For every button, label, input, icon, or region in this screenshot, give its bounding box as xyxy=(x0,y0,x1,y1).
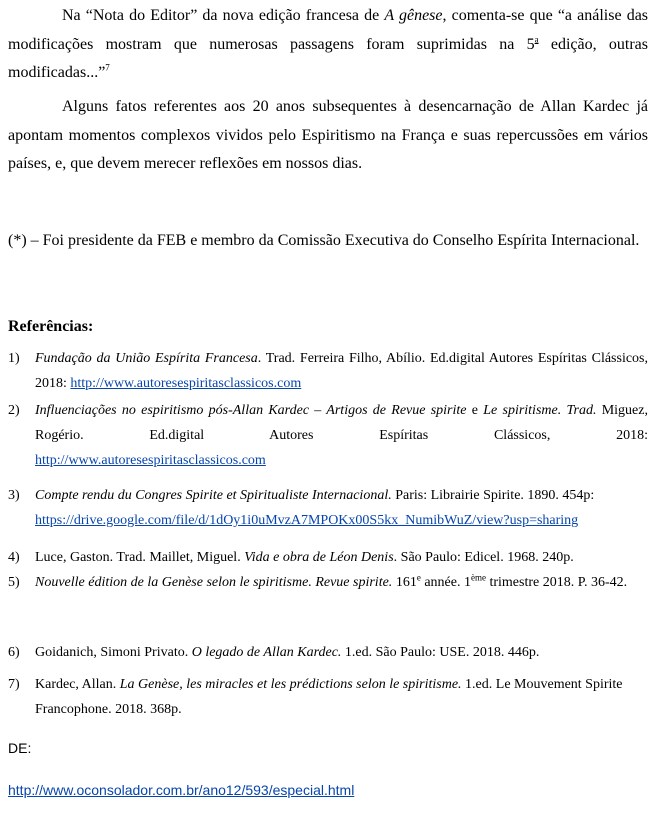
reference-details: Goidanich, Simoni Privato. xyxy=(35,645,192,660)
reference-number: 5) xyxy=(8,575,20,590)
reference-number: 1) xyxy=(8,351,20,366)
author-note: (*) – Foi presidente da FEB e membro da Comissão Executiva do Conselho Espírita Internacional. xyxy=(8,232,640,249)
reference-details: Miguez, Rogério. Ed.digital Autores Espíritas Clássicos, 2018: xyxy=(35,403,648,443)
reference-link[interactable]: http://www.autoresespiritasclassicos.com xyxy=(35,453,266,468)
reference-title: Compte rendu du Congres Spirite et Spiritualiste Internacional. xyxy=(35,488,392,503)
reference-item xyxy=(8,483,648,533)
reference-number: 7) xyxy=(8,677,20,692)
paragraph-editor-note xyxy=(8,2,648,88)
paragraph-text: Na “Nota do Editor” da nova edição francesa de xyxy=(62,7,385,24)
paragraph-text: edição, outras modificadas...” xyxy=(8,35,648,81)
reference-details: Kardec, Allan. xyxy=(35,677,120,692)
book-title: A gênese xyxy=(384,7,443,24)
reference-title: Fundação da União Espírita Francesa xyxy=(35,351,258,366)
reference-details: 1.ed. Le Mouvement Spirite Francophone. 2018. 368p. xyxy=(35,677,623,717)
reference-title: Vida e obra de Léon Denis xyxy=(244,550,394,565)
reference-number: 2) xyxy=(8,403,20,418)
reference-title: Influenciações no espiritismo pós-Allan Kardec – Artigos de Revue spirite xyxy=(35,403,467,418)
reference-item xyxy=(8,398,648,473)
reference-item xyxy=(8,346,648,396)
paragraph-subsequent-facts: Alguns fatos referentes aos 20 anos subsequentes à desencarnação de Allan Kardec já apontam momentos complexos vividos pelo Espiritismo na França e suas repercussões em vários países, e, que devem merecer reflexões em nossos dias. xyxy=(8,98,648,172)
reference-link[interactable]: http://www.autoresespiritasclassicos.com xyxy=(70,376,302,391)
reference-details: 161 xyxy=(392,575,417,590)
ordinal-superscript: e xyxy=(416,572,421,583)
reference-number: 4) xyxy=(8,550,20,565)
reference-title: Le spiritisme. Trad. xyxy=(483,403,597,418)
reference-title: Nouvelle édition de la Genèse selon le spiritisme. Revue spirite. xyxy=(35,575,393,590)
reference-details: e xyxy=(466,403,484,418)
reference-details: Luce, Gaston. Trad. Maillet, Miguel. xyxy=(35,550,245,565)
reference-details: . Trad. Ferreira Filho, Abílio. Ed.digital Autores Espíritas Clássicos, 2018: xyxy=(35,351,648,391)
ordinal-superscript: ème xyxy=(470,572,486,583)
reference-details: Paris: Librairie Spirite. 1890. 454p: xyxy=(391,488,595,503)
reference-title: O legado de Allan Kardec. xyxy=(191,645,342,660)
source-link[interactable]: http://www.oconsolador.com.br/ano12/593/especial.html xyxy=(8,782,355,798)
reference-details: trimestre 2018. P. 36-42. xyxy=(485,575,628,590)
reference-number: 3) xyxy=(8,488,20,503)
reference-item xyxy=(8,570,648,595)
reference-title: La Genèse, les miracles et les prédictions selon le spiritisme. xyxy=(119,677,462,692)
ordinal-superscript: a xyxy=(534,34,539,45)
reference-details: année. 1 xyxy=(420,575,471,590)
reference-number: 6) xyxy=(8,645,20,660)
source-label: DE: xyxy=(8,740,32,756)
paragraph-text: , comenta-se que “a análise das modificações mostram que numerosas passagens foram suprimidas na 5 xyxy=(8,7,649,53)
reference-details: . São Paulo: Edicel. 1968. 240p. xyxy=(393,550,574,565)
references-heading: Referências: xyxy=(8,318,94,335)
reference-link[interactable]: https://drive.google.com/file/d/1dOy1i0uMvzA7MPOKx00S5kx_NumibWuZ/view?usp=sharing xyxy=(35,513,579,528)
footnote-marker: 7 xyxy=(105,62,110,73)
reference-item xyxy=(8,640,648,665)
reference-item xyxy=(8,545,648,570)
reference-item xyxy=(8,672,648,722)
reference-details: 1.ed. São Paulo: USE. 2018. 446p. xyxy=(341,645,540,660)
